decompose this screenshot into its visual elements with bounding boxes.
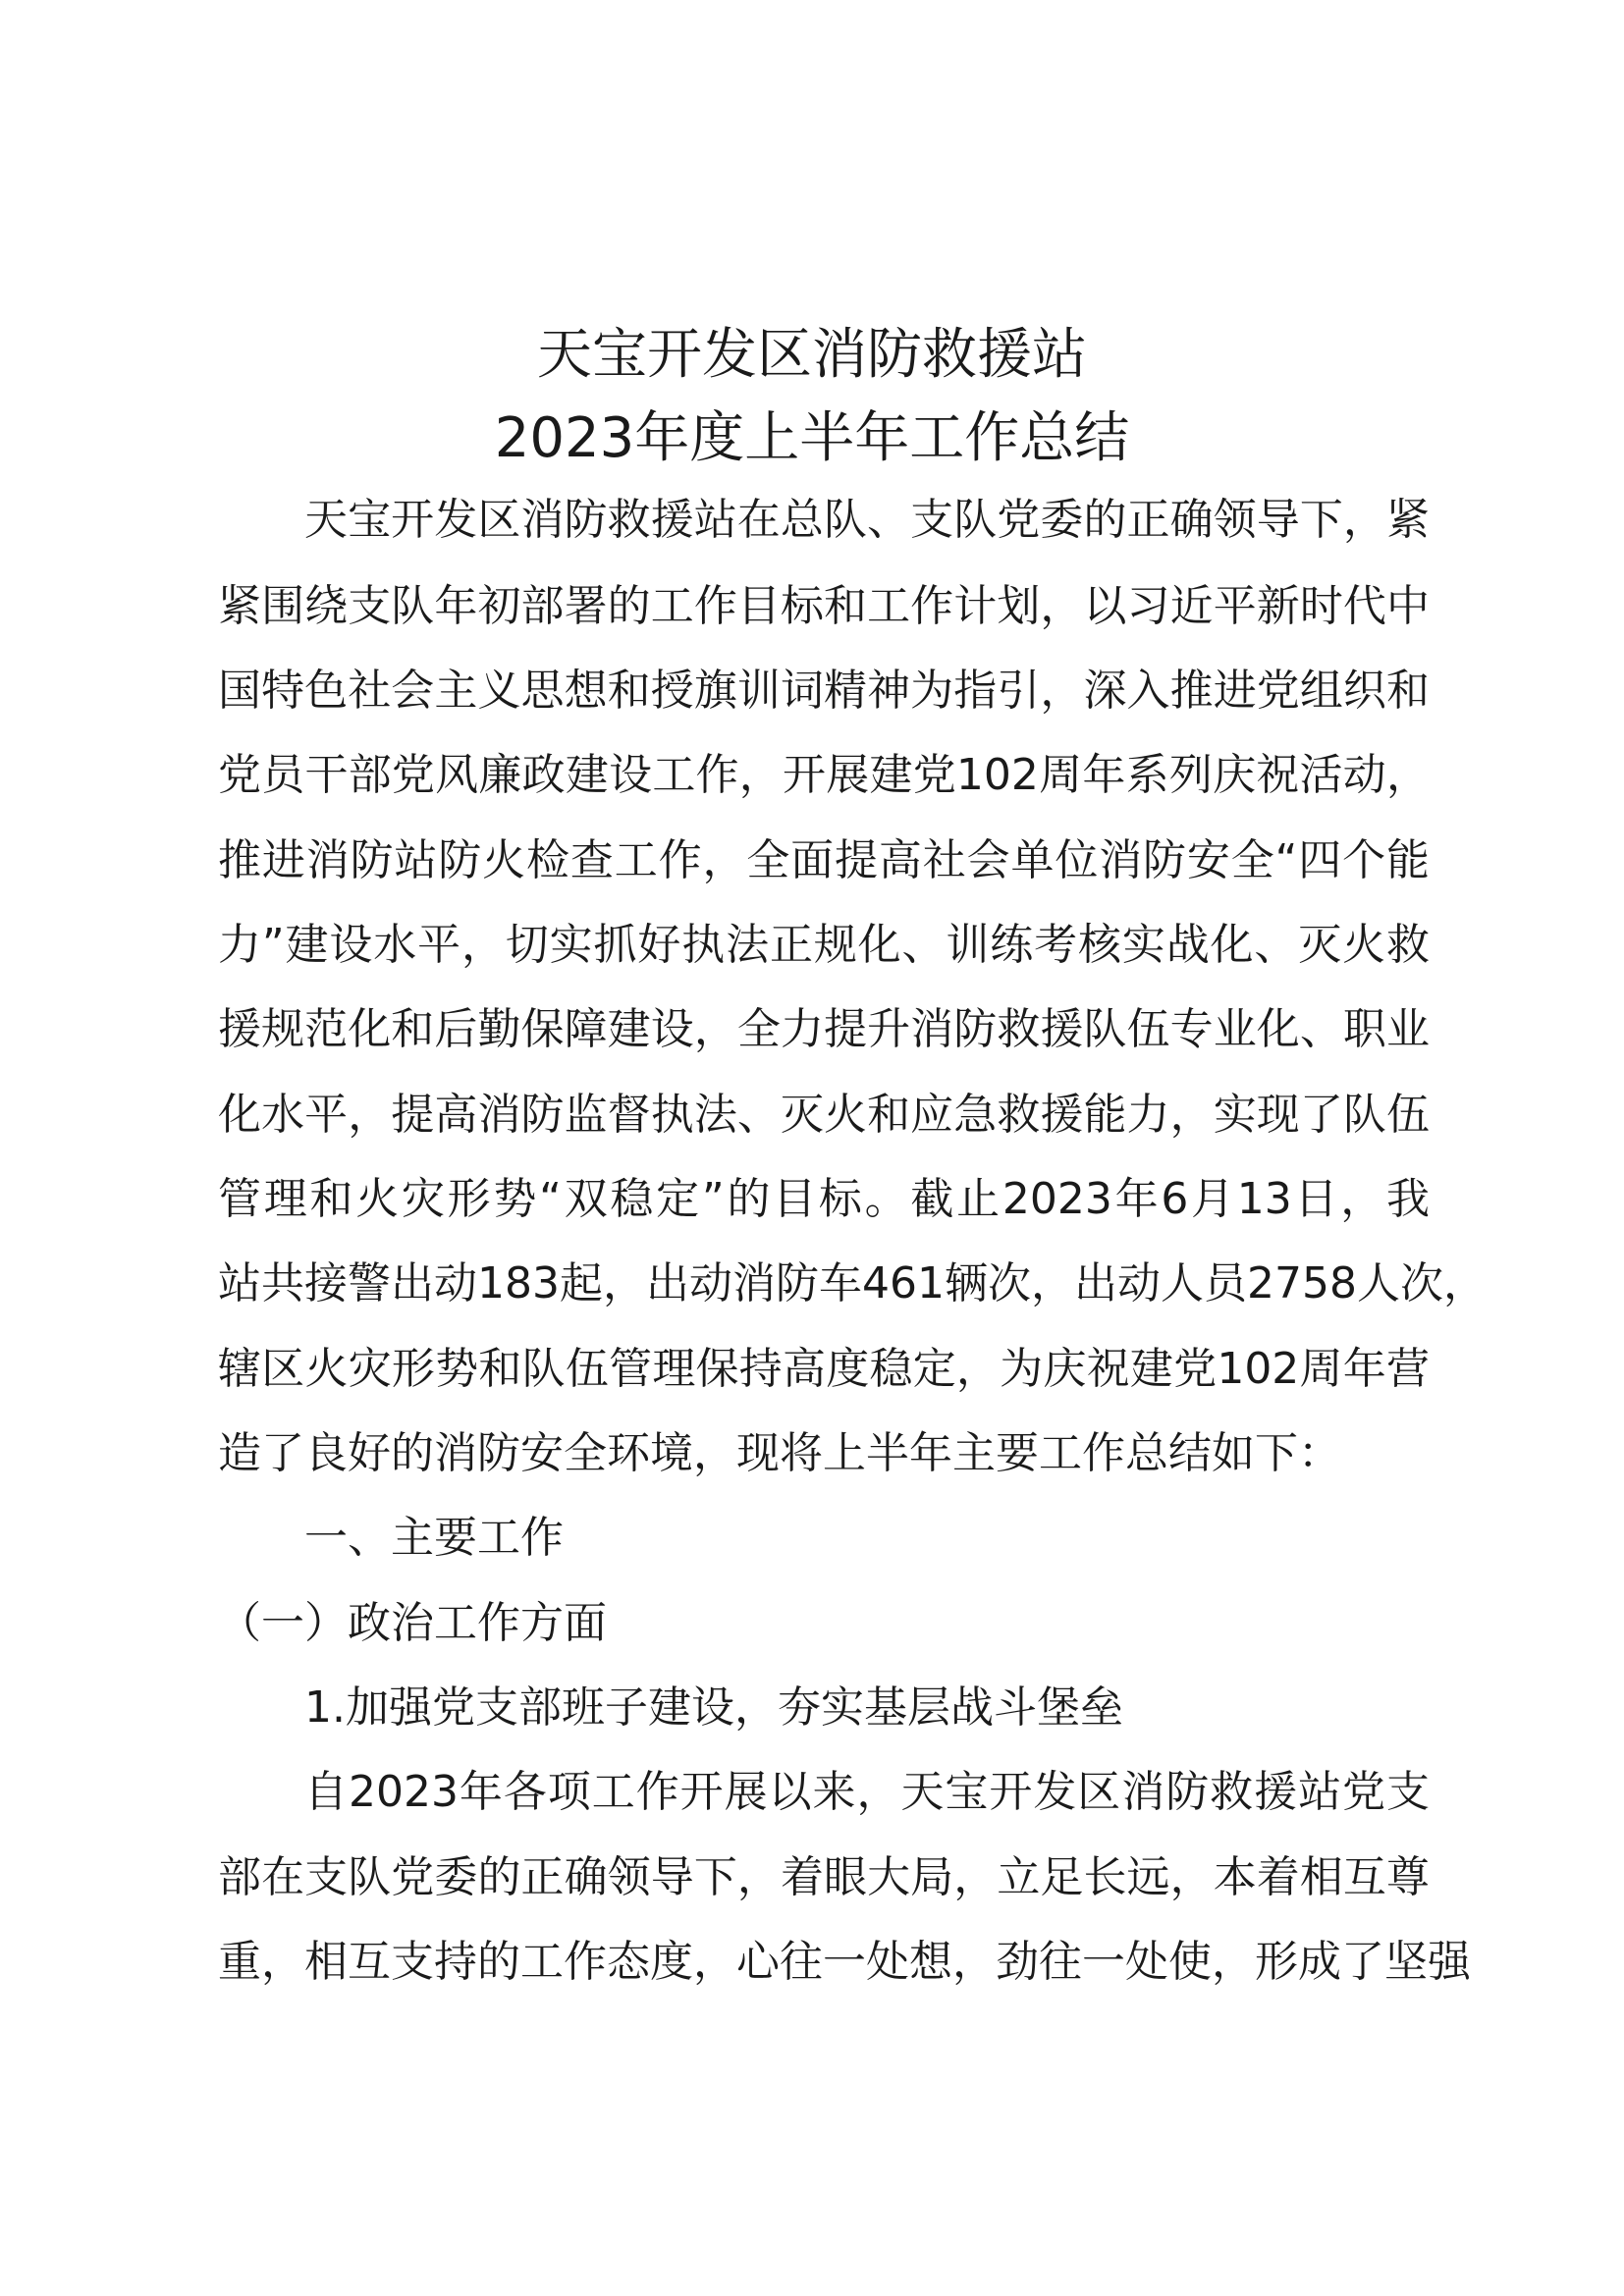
body-text-line: 援规范化和后勤保障建设，全力提升消防救援队伍专业化、职业: [218, 1004, 1430, 1054]
document-title-line1: 天宝开发区消防救援站: [537, 323, 1087, 387]
section-heading: 一、主要工作: [304, 1513, 564, 1563]
subsection-heading: （一）政治工作方面: [218, 1598, 607, 1648]
body-text-line: 造了良好的消防安全环境，现将上半年主要工作总结如下：: [218, 1428, 1341, 1478]
body-text-line: 自2023年各项工作开展以来，天宝开发区消防救援站党支: [304, 1767, 1430, 1817]
body-text-line: 站共接警出动183起，出动消防车461辆次，出动人员2758人次，: [218, 1258, 1487, 1308]
item-heading: 1.加强党支部班子建设，夯实基层战斗堡垒: [304, 1682, 1123, 1733]
body-text-line: 化水平，提高消防监督执法、灭火和应急救援能力，实现了队伍: [218, 1090, 1430, 1140]
body-text-line: 部在支队党委的正确领导下，着眼大局，立足长远，本着相互尊: [218, 1852, 1430, 1902]
body-text-line: 重，相互支持的工作态度，心往一处想，劲往一处使，形成了坚强: [218, 1937, 1471, 1987]
body-text-line: 力”建设水平，切实抓好执法正规化、训练考核实战化、灭火救: [218, 920, 1430, 970]
body-text-line: 天宝开发区消防救援站在总队、支队党委的正确领导下，紧: [304, 495, 1430, 545]
body-text-line: 国特色社会主义思想和授旗训词精神为指引，深入推进党组织和: [218, 666, 1430, 716]
body-text-line: 党员干部党风廉政建设工作，开展建党102周年系列庆祝活动，: [218, 750, 1430, 800]
body-text-line: 管理和火灾形势“双稳定”的目标。截止2023年6月13日，我: [218, 1174, 1430, 1224]
document-title-line2: 2023年度上半年工作总结: [494, 406, 1130, 470]
body-text-line: 紧围绕支队年初部署的工作目标和工作计划，以习近平新时代中: [218, 581, 1430, 631]
body-text-line: 辖区火灾形势和队伍管理保持高度稳定，为庆祝建党102周年营: [218, 1344, 1430, 1394]
body-text-line: 推进消防站防火检查工作，全面提高社会单位消防安全“四个能: [218, 835, 1430, 885]
